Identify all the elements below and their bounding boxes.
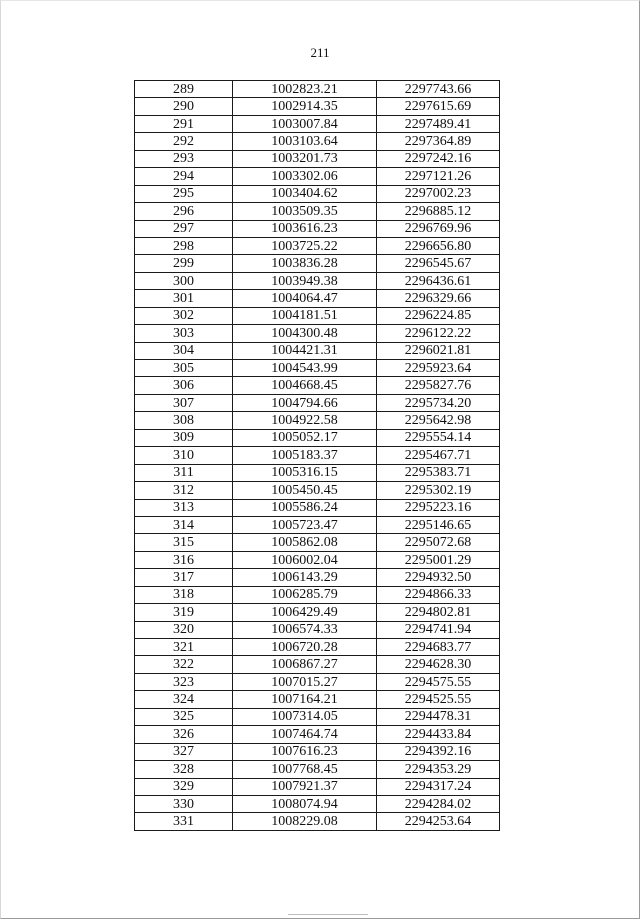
point-number-cell: 308 xyxy=(135,412,233,429)
x-coordinate-cell: 1006002.04 xyxy=(233,551,377,568)
x-coordinate-cell: 1007921.37 xyxy=(233,778,377,795)
x-coordinate-cell: 1007768.45 xyxy=(233,761,377,778)
point-number-cell: 313 xyxy=(135,499,233,516)
point-number-cell: 291 xyxy=(135,115,233,132)
x-coordinate-cell: 1003725.22 xyxy=(233,237,377,254)
x-coordinate-cell: 1006429.49 xyxy=(233,604,377,621)
table-row xyxy=(135,150,500,167)
table-row xyxy=(135,325,500,342)
table-row xyxy=(135,673,500,690)
y-coordinate-cell: 2296122.22 xyxy=(377,325,500,342)
point-number-cell: 322 xyxy=(135,656,233,673)
point-number-cell: 306 xyxy=(135,377,233,394)
x-coordinate-cell: 1003836.28 xyxy=(233,255,377,272)
point-number-cell: 312 xyxy=(135,482,233,499)
point-number-cell: 301 xyxy=(135,290,233,307)
y-coordinate-cell: 2297489.41 xyxy=(377,115,500,132)
x-coordinate-cell: 1006143.29 xyxy=(233,569,377,586)
table-row xyxy=(135,237,500,254)
point-number-cell: 325 xyxy=(135,708,233,725)
x-coordinate-cell: 1006867.27 xyxy=(233,656,377,673)
x-coordinate-cell: 1004064.47 xyxy=(233,290,377,307)
footer-rule xyxy=(288,914,368,915)
point-number-cell: 295 xyxy=(135,185,233,202)
table-row xyxy=(135,534,500,551)
table-row xyxy=(135,98,500,115)
page-number: 211 xyxy=(310,45,330,60)
table-row xyxy=(135,115,500,132)
point-number-cell: 311 xyxy=(135,464,233,481)
x-coordinate-cell: 1007015.27 xyxy=(233,673,377,690)
table-row xyxy=(135,743,500,760)
y-coordinate-cell: 2295467.71 xyxy=(377,447,500,464)
x-coordinate-cell: 1007464.74 xyxy=(233,726,377,743)
table-row xyxy=(135,290,500,307)
point-number-cell: 324 xyxy=(135,691,233,708)
point-number-cell: 302 xyxy=(135,307,233,324)
x-coordinate-cell: 1006574.33 xyxy=(233,621,377,638)
table-row xyxy=(135,569,500,586)
y-coordinate-cell: 2296224.85 xyxy=(377,307,500,324)
point-number-cell: 331 xyxy=(135,813,233,830)
x-coordinate-cell: 1003007.84 xyxy=(233,115,377,132)
y-coordinate-cell: 2294741.94 xyxy=(377,621,500,638)
y-coordinate-cell: 2296021.81 xyxy=(377,342,500,359)
table-row xyxy=(135,708,500,725)
table-row xyxy=(135,81,500,98)
y-coordinate-cell: 2294866.33 xyxy=(377,586,500,603)
y-coordinate-cell: 2295642.98 xyxy=(377,412,500,429)
x-coordinate-cell: 1003302.06 xyxy=(233,168,377,185)
point-number-cell: 329 xyxy=(135,778,233,795)
y-coordinate-cell: 2297743.66 xyxy=(377,81,500,98)
point-number-cell: 298 xyxy=(135,237,233,254)
y-coordinate-cell: 2295383.71 xyxy=(377,464,500,481)
table-row xyxy=(135,255,500,272)
x-coordinate-cell: 1005862.08 xyxy=(233,534,377,551)
table-row xyxy=(135,447,500,464)
y-coordinate-cell: 2295923.64 xyxy=(377,360,500,377)
point-number-cell: 326 xyxy=(135,726,233,743)
point-number-cell: 323 xyxy=(135,673,233,690)
x-coordinate-cell: 1003509.35 xyxy=(233,203,377,220)
point-number-cell: 315 xyxy=(135,534,233,551)
point-number-cell: 309 xyxy=(135,429,233,446)
y-coordinate-cell: 2295146.65 xyxy=(377,516,500,533)
point-number-cell: 289 xyxy=(135,81,233,98)
y-coordinate-cell: 2294525.55 xyxy=(377,691,500,708)
table-row xyxy=(135,621,500,638)
y-coordinate-cell: 2296885.12 xyxy=(377,203,500,220)
x-coordinate-cell: 1004543.99 xyxy=(233,360,377,377)
point-number-cell: 314 xyxy=(135,516,233,533)
table-row xyxy=(135,377,500,394)
x-coordinate-cell: 1002914.35 xyxy=(233,98,377,115)
x-coordinate-cell: 1006720.28 xyxy=(233,639,377,656)
y-coordinate-cell: 2296329.66 xyxy=(377,290,500,307)
x-coordinate-cell: 1002823.21 xyxy=(233,81,377,98)
x-coordinate-cell: 1004668.45 xyxy=(233,377,377,394)
y-coordinate-cell: 2296436.61 xyxy=(377,272,500,289)
y-coordinate-cell: 2295072.68 xyxy=(377,534,500,551)
y-coordinate-cell: 2295554.14 xyxy=(377,429,500,446)
x-coordinate-cell: 1006285.79 xyxy=(233,586,377,603)
y-coordinate-cell: 2294478.31 xyxy=(377,708,500,725)
table-row xyxy=(135,691,500,708)
point-number-cell: 310 xyxy=(135,447,233,464)
coordinates-table xyxy=(134,80,500,831)
table-row xyxy=(135,813,500,830)
x-coordinate-cell: 1004181.51 xyxy=(233,307,377,324)
y-coordinate-cell: 2295223.16 xyxy=(377,499,500,516)
table-row xyxy=(135,656,500,673)
y-coordinate-cell: 2294253.64 xyxy=(377,813,500,830)
table-row xyxy=(135,726,500,743)
y-coordinate-cell: 2294683.77 xyxy=(377,639,500,656)
table-row xyxy=(135,795,500,812)
x-coordinate-cell: 1007314.05 xyxy=(233,708,377,725)
x-coordinate-cell: 1007164.21 xyxy=(233,691,377,708)
table-row xyxy=(135,429,500,446)
point-number-cell: 327 xyxy=(135,743,233,760)
x-coordinate-cell: 1003616.23 xyxy=(233,220,377,237)
point-number-cell: 303 xyxy=(135,325,233,342)
point-number-cell: 297 xyxy=(135,220,233,237)
point-number-cell: 299 xyxy=(135,255,233,272)
table-row xyxy=(135,185,500,202)
table-row xyxy=(135,272,500,289)
y-coordinate-cell: 2297121.26 xyxy=(377,168,500,185)
table-row xyxy=(135,761,500,778)
point-number-cell: 321 xyxy=(135,639,233,656)
table-row xyxy=(135,499,500,516)
point-number-cell: 293 xyxy=(135,150,233,167)
x-coordinate-cell: 1005316.15 xyxy=(233,464,377,481)
table-row xyxy=(135,464,500,481)
table-row xyxy=(135,412,500,429)
point-number-cell: 305 xyxy=(135,360,233,377)
y-coordinate-cell: 2295302.19 xyxy=(377,482,500,499)
y-coordinate-cell: 2294433.84 xyxy=(377,726,500,743)
table-row xyxy=(135,586,500,603)
x-coordinate-cell: 1008074.94 xyxy=(233,795,377,812)
coordinates-table-body xyxy=(135,81,500,831)
table-row xyxy=(135,516,500,533)
table-row xyxy=(135,307,500,324)
x-coordinate-cell: 1005723.47 xyxy=(233,516,377,533)
x-coordinate-cell: 1004922.58 xyxy=(233,412,377,429)
y-coordinate-cell: 2297364.89 xyxy=(377,133,500,150)
point-number-cell: 328 xyxy=(135,761,233,778)
table-row xyxy=(135,168,500,185)
x-coordinate-cell: 1004794.66 xyxy=(233,394,377,411)
y-coordinate-cell: 2295734.20 xyxy=(377,394,500,411)
table-row xyxy=(135,778,500,795)
x-coordinate-cell: 1005586.24 xyxy=(233,499,377,516)
y-coordinate-cell: 2294317.24 xyxy=(377,778,500,795)
y-coordinate-cell: 2295827.76 xyxy=(377,377,500,394)
table-row xyxy=(135,482,500,499)
point-number-cell: 296 xyxy=(135,203,233,220)
x-coordinate-cell: 1008229.08 xyxy=(233,813,377,830)
table-row xyxy=(135,220,500,237)
y-coordinate-cell: 2294284.02 xyxy=(377,795,500,812)
table-row xyxy=(135,342,500,359)
table-row xyxy=(135,604,500,621)
y-coordinate-cell: 2294575.55 xyxy=(377,673,500,690)
table-row xyxy=(135,133,500,150)
y-coordinate-cell: 2294802.81 xyxy=(377,604,500,621)
y-coordinate-cell: 2297242.16 xyxy=(377,150,500,167)
x-coordinate-cell: 1005450.45 xyxy=(233,482,377,499)
point-number-cell: 294 xyxy=(135,168,233,185)
table-row xyxy=(135,360,500,377)
y-coordinate-cell: 2297615.69 xyxy=(377,98,500,115)
y-coordinate-cell: 2294392.16 xyxy=(377,743,500,760)
x-coordinate-cell: 1004300.48 xyxy=(233,325,377,342)
table-row xyxy=(135,551,500,568)
point-number-cell: 330 xyxy=(135,795,233,812)
x-coordinate-cell: 1005183.37 xyxy=(233,447,377,464)
y-coordinate-cell: 2297002.23 xyxy=(377,185,500,202)
x-coordinate-cell: 1003404.62 xyxy=(233,185,377,202)
y-coordinate-cell: 2294932.50 xyxy=(377,569,500,586)
x-coordinate-cell: 1003201.73 xyxy=(233,150,377,167)
point-number-cell: 318 xyxy=(135,586,233,603)
y-coordinate-cell: 2295001.29 xyxy=(377,551,500,568)
y-coordinate-cell: 2296656.80 xyxy=(377,237,500,254)
x-coordinate-cell: 1005052.17 xyxy=(233,429,377,446)
point-number-cell: 317 xyxy=(135,569,233,586)
point-number-cell: 300 xyxy=(135,272,233,289)
point-number-cell: 292 xyxy=(135,133,233,150)
table-row xyxy=(135,639,500,656)
y-coordinate-cell: 2296545.67 xyxy=(377,255,500,272)
point-number-cell: 290 xyxy=(135,98,233,115)
x-coordinate-cell: 1003103.64 xyxy=(233,133,377,150)
x-coordinate-cell: 1007616.23 xyxy=(233,743,377,760)
point-number-cell: 319 xyxy=(135,604,233,621)
y-coordinate-cell: 2296769.96 xyxy=(377,220,500,237)
point-number-cell: 304 xyxy=(135,342,233,359)
table-row xyxy=(135,203,500,220)
y-coordinate-cell: 2294628.30 xyxy=(377,656,500,673)
point-number-cell: 316 xyxy=(135,551,233,568)
y-coordinate-cell: 2294353.29 xyxy=(377,761,500,778)
table-row xyxy=(135,394,500,411)
point-number-cell: 307 xyxy=(135,394,233,411)
x-coordinate-cell: 1003949.38 xyxy=(233,272,377,289)
x-coordinate-cell: 1004421.31 xyxy=(233,342,377,359)
point-number-cell: 320 xyxy=(135,621,233,638)
